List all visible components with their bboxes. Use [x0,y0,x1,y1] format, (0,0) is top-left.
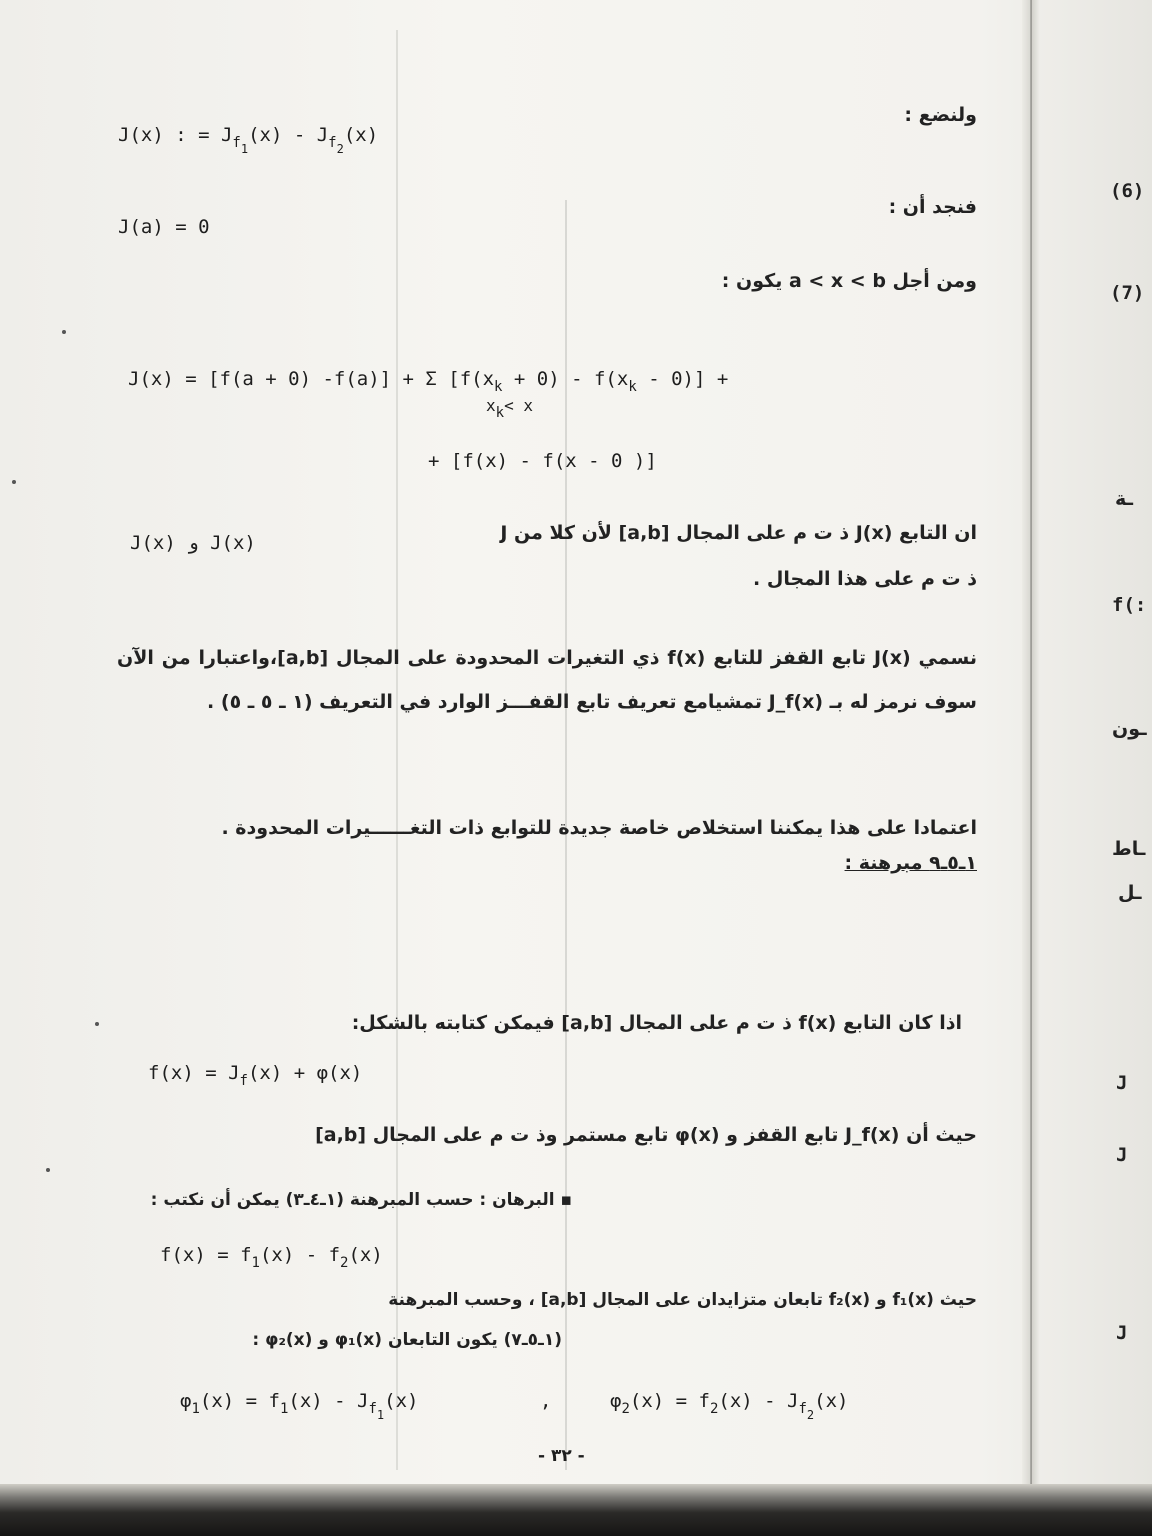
paper-speck [95,1022,99,1026]
page-bottom-shadow [0,1484,1152,1536]
equation-phi1: $\varphi_1(x) = f_1(x) - J_{f1}(x)$ [180,1390,419,1422]
equation-sum-index: $x_k< x$ [486,396,533,421]
edge-fragment-7: ـل [1118,882,1142,904]
equation-J-long-1: J(x) = [f(a + 0) -f(a)] + Σ $[f(x_k + 0) - f(x_k - 0)]$ + [128,368,729,395]
edge-fragment-5: ـون [1112,718,1147,740]
proof-start: ▪ البرهان : حسب المبرهنة (١ـ٤ـ٣) يمكن أن نكتب : [150,1190,572,1210]
proof-where-1: حيث f₁(x) و f₂(x) تابعان متزايدان على المجال [a,b] ، وحسب المبرهنة [388,1290,977,1310]
paragraph-1-line-1: ان التابع J(x) ذ ت م على المجال [a,b] لأن كلا من J [500,522,977,544]
edge-fragment-9: J [1116,1144,1128,1166]
paper-speck [46,1168,50,1172]
paragraph-3: اعتمادا على هذا يمكننا استخلاص خاصة جديدة للتوابع ذات التغــــــيرات المحدودة . [221,817,977,839]
book-spine [1022,0,1040,1500]
paper-speck [12,480,16,484]
equation-J-long-2: + [f(x) - f(x - 0 )] [428,450,657,472]
theorem-statement: اذا كان التابع f(x) ذ ت م على المجال [a,b] فيمكن كتابته بالشكل: [351,1012,962,1034]
edge-fragment-3: ـة [1115,488,1134,510]
text-wamin: ومن أجل a < x < b يكون : [721,270,977,292]
paper-speck [62,330,66,334]
equation-J-definition: J(x) : = $J_{f1}(x) - J_{f2}(x)$ [118,124,379,156]
equation-phi2: $\varphi_2(x) = f_2(x) - J_{f2}(x)$ [610,1390,849,1422]
equation-comma: , [540,1390,552,1412]
page-fold-line [396,30,398,1470]
paragraph-1-line-2: ذ ت م على هذا المجال . [753,568,977,590]
proof-where-2: (١ـ٥ـ٧) يكون التابعان φ₁(x) و φ₂(x) : [252,1330,562,1350]
paragraph-1-side-formula: J(x) و J(x) [130,532,256,554]
edge-fragment-4: f(: [1112,594,1147,616]
equation-proof: $f(x) = f_1(x) - f_2(x)$ [160,1244,383,1271]
edge-fragment-8: J [1116,1072,1128,1094]
theorem-title: ١ـ٥ـ٩ مبرهنة : [844,852,977,874]
edge-label-7: (7) [1110,282,1145,304]
edge-fragment-10: J [1116,1322,1128,1344]
page-number: - ٣٢ - [538,1446,585,1466]
text-walnada: ولنضع : [904,104,977,126]
paragraph-2: نسمي J(x) تابع القفز للتابع f(x) ذي التغيرات المحدودة على المجال [a,b]،واعتبارا من الآن سوف نرمز له بـ J_f(x) تمشيامع تعريف تابع القفـــز الوارد في التعريف (١ ـ ٥ ـ ٥) . [117,647,977,713]
equation-J-a: J(a) = 0 [118,216,210,238]
text-fanajid: فنجد أن : [888,196,977,218]
theorem-where: حيث أن J_f(x) تابع القفز و φ(x) تابع مستمر وذ ت م على المجال [a,b] [315,1124,977,1146]
edge-label-6: (6) [1110,180,1145,202]
edge-fragment-6: ـاط [1112,838,1146,860]
equation-theorem: $f(x) = J_f(x) + \varphi(x)$ [148,1062,363,1089]
